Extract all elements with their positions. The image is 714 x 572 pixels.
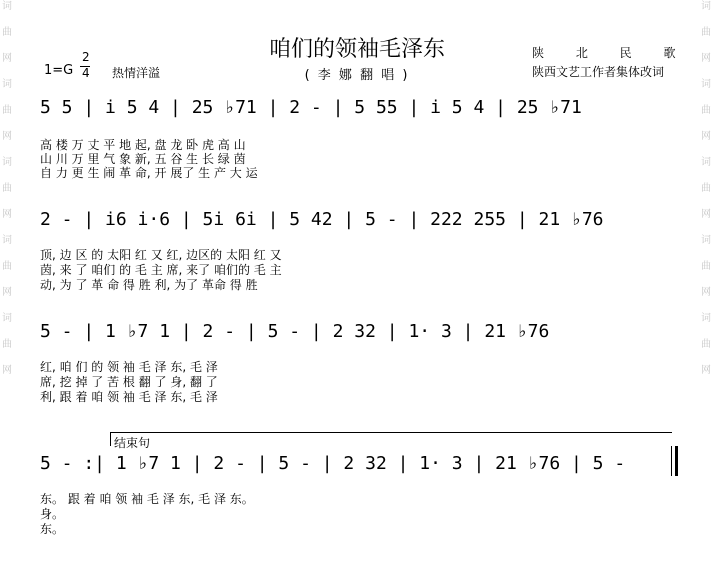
time-signature-bottom: 4 — [82, 66, 90, 80]
final-barline-thick — [675, 446, 678, 476]
notes-system-4: 5 - :| 1 ♭7 1 | 2 - | 5 - | 2 32 | 1· 3 | 21 ♭76 | 5 - — [40, 453, 626, 474]
notes-system-1: 5 5 | i 5 4 | 25 ♭71 | 2 - | 5 55 | i 5 4 | 25 ♭71 — [40, 97, 582, 118]
lyrics-system-2-verse-3: 动, 为 了 革 命 得 胜 利, 为了 革命 得 胜 — [40, 278, 258, 292]
lyrics-system-1-verse-2: 山 川 万 里 气 象 新, 五 谷 生 长 绿 茵 — [40, 152, 246, 166]
origin-credit: 陕 北 民 歌 — [532, 46, 690, 60]
key-signature: 1=G — [44, 63, 74, 78]
tempo-marking: 热情洋溢 — [112, 66, 161, 80]
arranger-credit: 陕西文艺工作者集体改词 — [532, 65, 665, 79]
notes-system-3: 5 - | 1 ♭7 1 | 2 - | 5 - | 2 32 | 1· 3 | 21 ♭76 — [40, 321, 550, 342]
ending-label: 结束句 — [114, 436, 151, 450]
notes-system-2: 2 - | i6 i·6 | 5i 6i | 5 42 | 5 - | 222 255 | 21 ♭76 — [40, 209, 604, 230]
watermark-left: 词 曲 网 词 曲 网 词 曲 网 词 曲 网 词 曲 网 — [2, 1, 12, 376]
ending-bracket-edge — [110, 432, 111, 446]
song-title: 咱们的领袖毛泽东 — [268, 37, 445, 62]
lyrics-system-1-verse-1: 高 楼 万 丈 平 地 起, 盘 龙 卧 虎 高 山 — [40, 138, 246, 152]
lyrics-system-4-verse-2: 身。 — [40, 507, 65, 521]
watermark-right: 词 曲 网 词 曲 网 词 曲 网 词 曲 网 词 曲 网 — [701, 1, 711, 376]
lyrics-system-2-verse-1: 顶, 边 区 的 太阳 红 又 红, 边区的 太阳 红 又 — [40, 248, 282, 262]
lyrics-system-2-verse-2: 茵, 来 了 咱们 的 毛 主 席, 来了 咱们的 毛 主 — [40, 263, 282, 277]
song-subtitle: ( 李 娜 翻 唱 ) — [304, 68, 410, 83]
time-signature-top: 2 — [82, 50, 90, 64]
lyrics-system-4-verse-3: 东。 — [40, 522, 65, 536]
ending-bracket-line — [110, 432, 672, 433]
lyrics-system-3-verse-2: 席, 挖 掉 了 苦 根 翻 了 身, 翻 了 — [40, 375, 218, 389]
final-barline-thin — [671, 446, 672, 476]
lyrics-system-4-verse-1: 东。 跟 着 咱 领 袖 毛 泽 东, 毛 泽 东。 — [40, 492, 254, 506]
lyrics-system-1-verse-3: 自 力 更 生 闹 革 命, 开 展了 生 产 大 运 — [40, 166, 258, 180]
lyrics-system-3-verse-1: 红, 咱 们 的 领 袖 毛 泽 东, 毛 泽 — [40, 360, 218, 374]
lyrics-system-3-verse-3: 利, 跟 着 咱 领 袖 毛 泽 东, 毛 泽 — [40, 390, 218, 404]
